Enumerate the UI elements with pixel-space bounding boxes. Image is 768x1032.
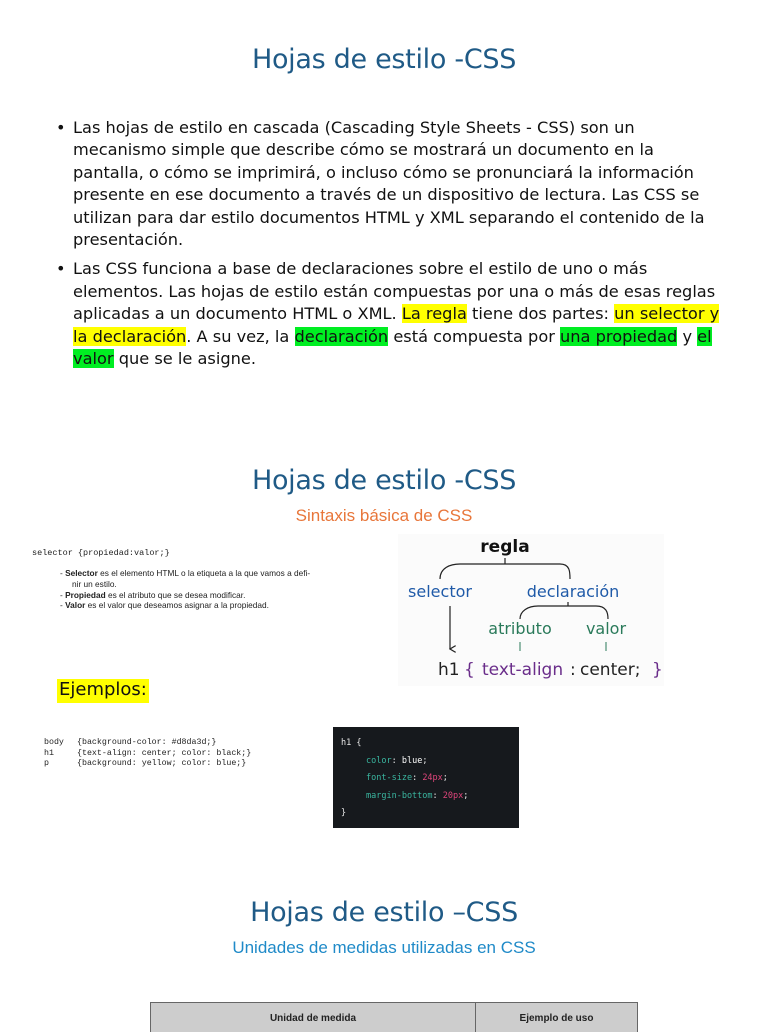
bullet-item (56, 117, 720, 251)
css-rule-diagram-svg (398, 534, 664, 686)
bullet-text: y (677, 326, 698, 346)
diagram-declaracion: declaración (526, 582, 620, 601)
syntax-item: - Valor es el valor que deseamos asignar a la propiedad. (60, 600, 269, 611)
code-property: font-size (366, 773, 413, 783)
bullet-text: . A su vez, la (186, 326, 295, 346)
syntax-text-cont: nir un estilo. (72, 578, 117, 589)
example-selector: h1 (44, 748, 54, 758)
code-value: blue (401, 755, 423, 766)
example-selector: p (44, 759, 49, 768)
diagram-code-line (438, 660, 663, 680)
code-property: margin-bottom (366, 790, 433, 801)
example-declaration: {text-align: center; color: black;} (76, 748, 252, 758)
code-line: color: blue; (366, 755, 428, 766)
diagram-code-close: } (652, 660, 663, 680)
diagram-atributo: atributo (488, 619, 552, 638)
highlight-propiedad: una propiedad (560, 326, 678, 346)
diagram-brace-top (440, 564, 570, 579)
example-selector: body (44, 738, 64, 747)
example-declaration: {background-color: #d8da3d;} (76, 738, 217, 747)
slide1-bullet-list (56, 117, 720, 377)
slide3-title: Hojas de estilo –CSS (250, 897, 518, 928)
diagram-valor: valor (585, 619, 627, 638)
table-header-cell: Unidad de medida (151, 1003, 476, 1032)
diagram-code-prop: text-align (482, 660, 564, 680)
diagram-selector: selector (408, 582, 472, 601)
example-declaration: {background: yellow; color: blue;} (76, 759, 247, 768)
code-line: font-size: 24px; (366, 773, 448, 783)
code-line: margin-bottom: 20px; (366, 790, 469, 801)
code-property: color (366, 755, 392, 766)
dark-code-block (333, 727, 519, 828)
syntax-list (58, 568, 372, 611)
bullet-text: Las hojas de estilo en cascada (Cascading Style Sheets - CSS) son un mecanismo simple que describe cómo se mostrará un documento en la pantalla, o cómo se imprimirá, o incluso cómo se pronunciará la información presente en ese documento a través de un dispositivo de lectura. Las CSS se utilizan para dar estilo documentos HTML y XML separando el contenido de la presentación. (73, 118, 705, 250)
code-value: 20px (442, 790, 464, 801)
example-row (44, 759, 251, 770)
code-line: h1 { (341, 738, 362, 748)
syntax-text: es el atributo que se desea modificar. (105, 589, 246, 600)
slide3-subtitle: Unidades de medidas utilizadas en CSS (232, 938, 536, 957)
syntax-text: es el valor que deseamos asignar a la propiedad. (85, 600, 269, 611)
code-line: } (341, 808, 347, 818)
syntax-term: Propiedad (65, 589, 106, 600)
ejemplos-label: Ejemplos: (57, 679, 149, 703)
bullet-item (56, 258, 720, 370)
slide2-subtitle: Sintaxis básica de CSS (295, 506, 473, 525)
highlight-la-regla: La regla (401, 304, 467, 324)
highlight-selector-declaracion: un selector y la declaración (73, 304, 720, 346)
code-value: 24px (422, 773, 443, 783)
units-table-header (150, 1002, 638, 1032)
css-rule-diagram (398, 534, 664, 686)
diagram-brace-mid (520, 606, 608, 619)
example-row (44, 738, 251, 749)
syntax-description (32, 548, 372, 611)
highlight-valor: el valor (73, 326, 712, 369)
syntax-item: - Propiedad es el atributo que se desea modificar. (60, 589, 246, 600)
syntax-item: - Selector es el elemento HTML o la etiqueta a la que vamos a defi- nir un estilo. (60, 568, 311, 589)
syntax-code: selector {propiedad:valor;} (32, 548, 170, 558)
syntax-term: Valor (65, 600, 86, 611)
syntax-term: Selector (65, 568, 98, 578)
syntax-text: es el elemento HTML o la etiqueta a la que vamos a defi- (97, 568, 311, 578)
diagram-code-open: { (464, 660, 475, 680)
slide1-title: Hojas de estilo -CSS (251, 44, 517, 75)
bullet-text: tiene dos partes: (466, 304, 615, 324)
table-header-cell: Ejemplo de uso (519, 1013, 594, 1024)
slide2-title: Hojas de estilo -CSS (251, 465, 517, 496)
example-row (44, 749, 251, 760)
diagram-code-selector: h1 (438, 660, 460, 680)
diagram-code-value: center; (580, 660, 641, 680)
diagram-regla: regla (480, 537, 530, 557)
highlight-declaracion: declaración (294, 326, 389, 346)
examples-code (44, 738, 251, 770)
bullet-text: está compuesta por (388, 326, 561, 346)
diagram-code-colon: : (570, 660, 576, 680)
bullet-text: que se le asigne. (113, 349, 256, 369)
bullet-text: Las CSS funciona a base de declaraciones sobre el estilo de uno o más elementos. Las hojas de estilo están compuestas por una o más de esas reglas aplicadas a un documento HTML o XML. (73, 259, 716, 324)
